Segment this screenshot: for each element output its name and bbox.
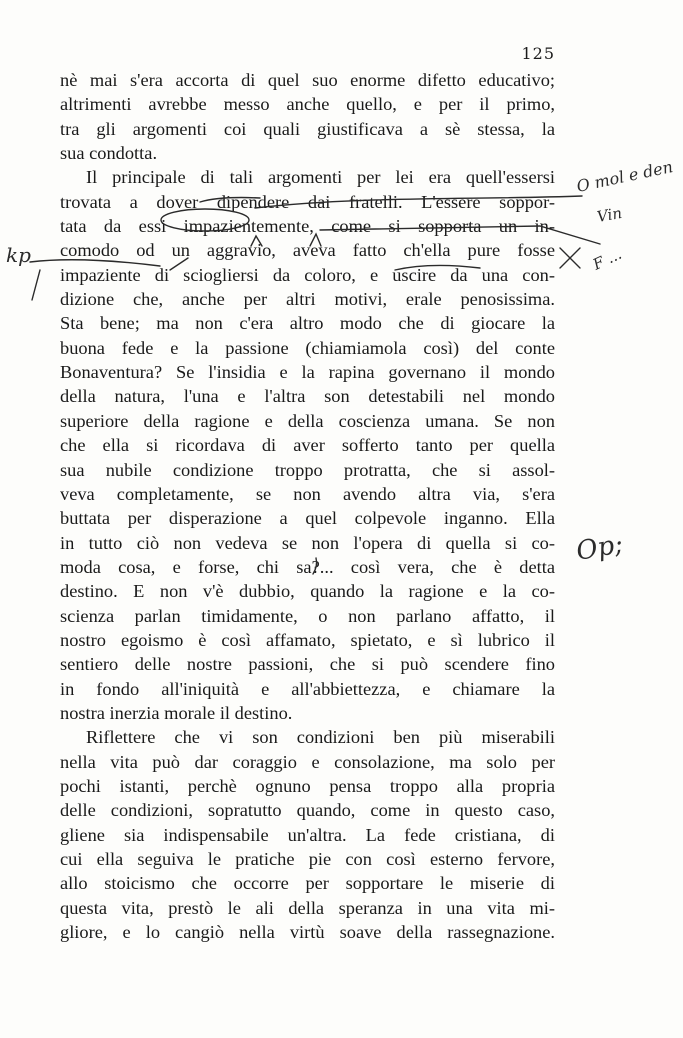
text-line: gliore, e lo cangiò nella virtù soave della rassegnazione. xyxy=(60,922,555,943)
text-line: pochi istanti, perchè ognuno pensa troppo alla propria xyxy=(60,775,555,796)
text-line: nostra inerzia morale il destino. xyxy=(60,702,293,723)
text-line: tra gli argomenti coi quali giustificava a sè stessa, la xyxy=(60,118,555,139)
text-line: dizione che, anche per altri motivi, erale penosissima. xyxy=(60,289,555,310)
text-line: sentiero delle nostre passioni, che si può scendere fino xyxy=(60,654,555,675)
x-mark xyxy=(560,248,580,268)
margin-right-note-top: O mol e den xyxy=(574,156,675,196)
margin-right-note-mid: Vin xyxy=(595,203,624,226)
text-line: altrimenti avrebbe messo anche quello, e per il primo, xyxy=(60,94,555,115)
text-line: scienza parlan timidamente, o non parlano affatto, il xyxy=(60,605,555,626)
text-line: nostro egoismo è così affamato, spietato, e sì lubrico il xyxy=(60,629,555,650)
text-line: allo stoicismo che occorre per sopportare le miserie di xyxy=(60,873,555,894)
text-line: buttata per disperazione a quel colpevole inganno. Ella xyxy=(60,508,555,529)
text-line: nella vita può dar coraggio e consolazione, ma solo per xyxy=(60,751,555,772)
text-line: sua condotta. xyxy=(60,143,158,164)
connector-line xyxy=(32,270,40,300)
text-line: in tutto ciò non vedeva se non l'opera di quella si co- xyxy=(60,532,555,553)
paragraph-1 xyxy=(60,68,555,165)
text-line: sua nubile condizione troppo protratta, che si assol- xyxy=(60,459,555,480)
text-line: buona fede e la passione (chiamiamola così) del conte xyxy=(60,337,555,358)
text-line: Il principale di tali argomenti per lei era quell'essersi xyxy=(86,167,555,188)
margin-left-note: kp xyxy=(6,243,31,267)
paragraph-3 xyxy=(60,725,555,944)
text-line: veva completamente, se non avendo altra via, s'era xyxy=(60,483,555,504)
text-line: superiore della ragione e della coscienza umana. Se non xyxy=(60,410,555,431)
text-line: Bonaventura? Se l'insidia e la rapina governano il mondo xyxy=(60,362,555,383)
text-line: della natura, l'una e l'altra son detestabili nel mondo xyxy=(60,386,555,407)
page-number: 125 xyxy=(521,44,555,63)
text-line: in fondo all'iniquità e all'abbiettezza, e chiamare la xyxy=(60,678,555,699)
text-line: gliene sia indispensabile un'altra. La fede cristiana, di xyxy=(60,824,555,845)
text-line: tata da essi impazientemente, come si sopporta un in- xyxy=(60,216,555,237)
text-line: Sta bene; ma non c'era altro modo che di giocare la xyxy=(60,313,555,334)
margin-right-note-low: F ... xyxy=(590,244,625,274)
text-line: nè mai s'era accorta di quel suo enorme difetto educativo; xyxy=(60,70,555,90)
text-line: delle condizioni, sopratutto quando, come in questo caso, xyxy=(60,800,555,821)
text-line: comodo od un aggravio, aveva fatto ch'ella pure fosse xyxy=(60,240,555,261)
paragraph-2 xyxy=(60,165,555,725)
text-line: cui ella seguiva le pratiche pie con così esterno fervore, xyxy=(60,849,555,869)
text-line: Riflettere che vi son condizioni ben più miserabili xyxy=(86,727,555,748)
text-line: trovata a dover dipendere dai fratelli. L'essere soppor- xyxy=(60,191,555,212)
margin-right-note-op: Op; xyxy=(574,529,626,567)
text-line: moda cosa, e forse, chi sa?... così vera, che è detta xyxy=(60,556,555,577)
text-line: che ella si ricordava di aver sofferto tanto per quella xyxy=(60,435,555,456)
text-line: impaziente di sciogliersi da coloro, e uscire da una con- xyxy=(60,264,555,285)
body-text xyxy=(60,68,555,944)
text-line: questa vita, prestò le ali della speranza in una vita mi- xyxy=(60,897,555,918)
text-line: destino. E non v'è dubbio, quando la ragione e la co- xyxy=(60,581,555,602)
